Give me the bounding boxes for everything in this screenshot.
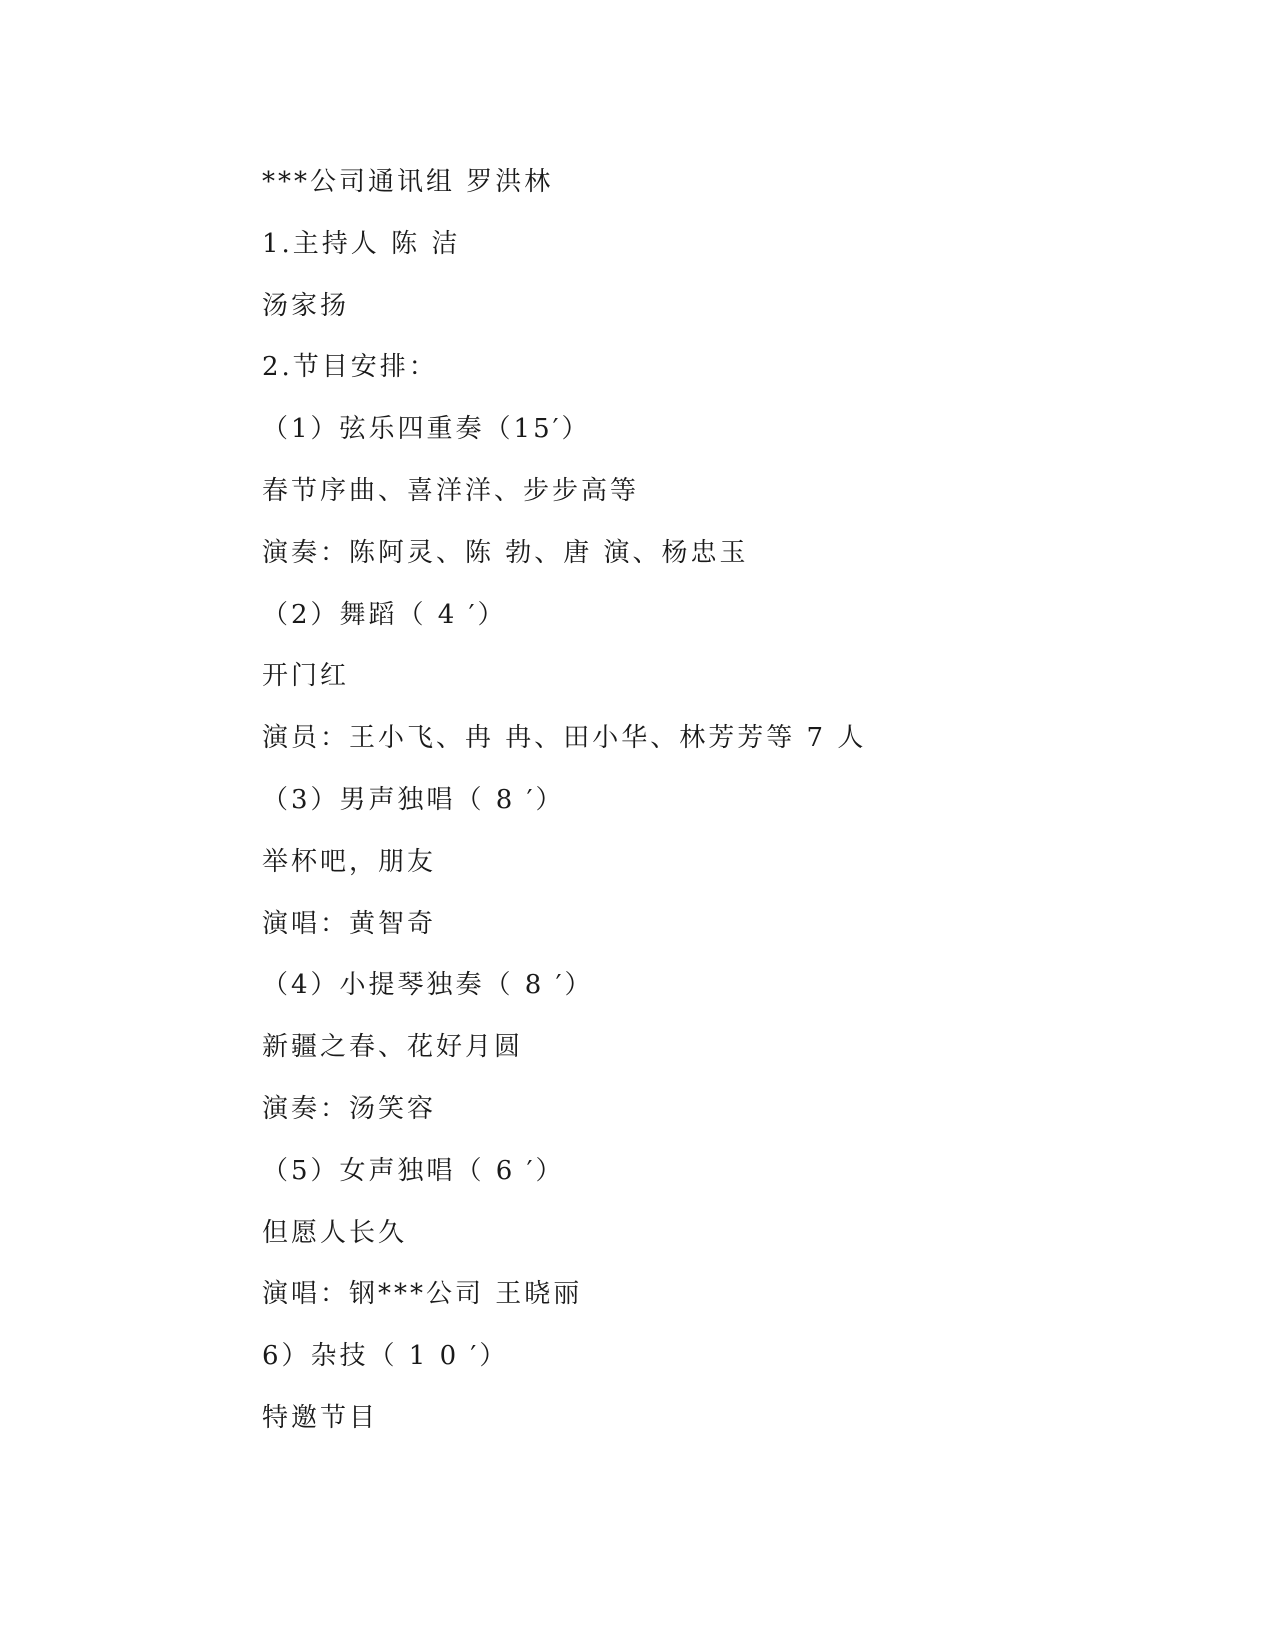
program-item-performers: 演唱：黄智奇 xyxy=(262,908,437,939)
program-item-content: 但愿人长久 xyxy=(262,1217,408,1248)
host-line: 1.主持人 陈 洁 xyxy=(262,228,461,259)
program-item-content: 特邀节目 xyxy=(262,1402,379,1433)
program-item-content: 开门红 xyxy=(262,661,350,692)
program-item-title: （5）女声独唱（ 6 ′） xyxy=(262,1155,565,1186)
program-heading: 2.节目安排： xyxy=(262,352,438,383)
author-line: ***公司通讯组 罗洪林 xyxy=(262,167,554,197)
host-line-2: 汤家扬 xyxy=(262,290,350,321)
document-body xyxy=(262,164,1162,1462)
program-item-title: 6）杂技（ 1 0 ′） xyxy=(262,1341,509,1372)
program-item-performers: 演员：王小飞、冉 冉、田小华、林芳芳等 7 人 xyxy=(262,723,867,754)
program-item-content: 春节序曲、喜洋洋、步步高等 xyxy=(262,475,640,506)
program-item-performers: 演唱：钢***公司 王晓丽 xyxy=(262,1279,583,1310)
program-item-content: 新疆之春、花好月圆 xyxy=(262,1032,524,1063)
program-item-title: （2）舞蹈（ 4 ′） xyxy=(262,599,507,630)
program-item-performers: 演奏：陈阿灵、陈 勃、唐 演、杨忠玉 xyxy=(262,537,749,568)
program-item-title: （1）弦乐四重奏（15′） xyxy=(262,414,591,445)
program-item-performers: 演奏：汤笑容 xyxy=(262,1093,437,1124)
program-item-title: （4）小提琴独奏（ 8 ′） xyxy=(262,970,594,1001)
program-item-title: （3）男声独唱（ 8 ′） xyxy=(262,784,565,815)
program-item-content: 举杯吧，朋友 xyxy=(262,846,437,877)
